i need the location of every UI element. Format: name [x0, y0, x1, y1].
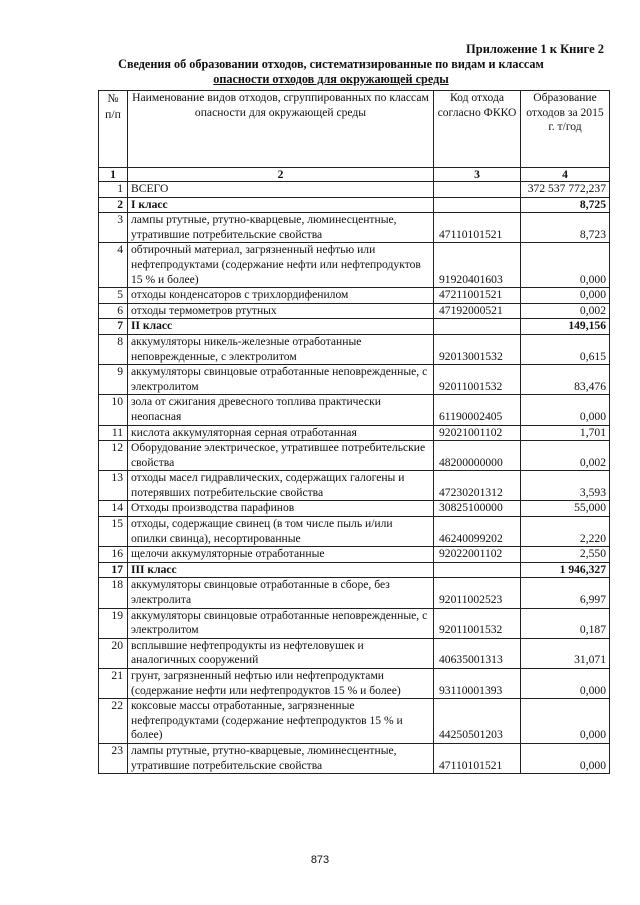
- row-number: 10: [99, 395, 128, 425]
- row-number: 5: [99, 288, 128, 304]
- fkko-code: 47110101521: [434, 213, 521, 243]
- waste-amount: 0,615: [521, 334, 610, 364]
- column-number: 4: [521, 168, 610, 182]
- row-number: 22: [99, 699, 128, 744]
- column-number: 3: [434, 168, 521, 182]
- title-line-2: опасности отходов для окружающей среды: [213, 72, 449, 86]
- row-number: 9: [99, 365, 128, 395]
- table-row: [99, 743, 610, 773]
- row-number: 7: [99, 319, 128, 335]
- fkko-code: 92022001102: [434, 547, 521, 563]
- column-header-code: Код отхода согласно ФККО: [434, 91, 521, 168]
- fkko-code: 40635001313: [434, 638, 521, 668]
- table-row: [99, 197, 610, 213]
- row-number: 23: [99, 743, 128, 773]
- column-number: 1: [99, 168, 128, 182]
- waste-table: [98, 90, 610, 774]
- row-number: 18: [99, 578, 128, 608]
- table-row: [99, 213, 610, 243]
- waste-amount: 2,220: [521, 517, 610, 547]
- appendix-label: Приложение 1 к Книге 2: [466, 42, 604, 56]
- waste-name: лампы ртутные, ртутно-кварцевые, люминесцентные, утратившие потребительские свойства: [128, 743, 434, 773]
- table-row: [99, 578, 610, 608]
- column-number: 2: [128, 168, 434, 182]
- document-title: [96, 57, 566, 87]
- fkko-code: 47192000521: [434, 303, 521, 319]
- row-number: 15: [99, 517, 128, 547]
- waste-name: Оборудование электрическое, утратившее потребительские свойства: [128, 441, 434, 471]
- table-row: [99, 182, 610, 198]
- row-number: 19: [99, 608, 128, 638]
- column-number-row: [99, 168, 610, 182]
- fkko-code: 30825100000: [434, 501, 521, 517]
- row-number: 13: [99, 471, 128, 501]
- waste-amount: 1,701: [521, 425, 610, 441]
- table-row: [99, 638, 610, 668]
- row-number: 14: [99, 501, 128, 517]
- waste-name: аккумуляторы свинцовые отработанные неповрежденные, с электролитом: [128, 365, 434, 395]
- table-row: [99, 471, 610, 501]
- waste-name: аккумуляторы никель-железные отработанные неповрежденные, с электролитом: [128, 334, 434, 364]
- waste-name: ВСЕГО: [128, 182, 434, 198]
- waste-amount: 149,156: [521, 319, 610, 335]
- table-row: [99, 441, 610, 471]
- waste-name: отходы термометров ртутных: [128, 303, 434, 319]
- table-row: [99, 547, 610, 563]
- waste-amount: 0,000: [521, 743, 610, 773]
- fkko-code: 47211001521: [434, 288, 521, 304]
- waste-name: зола от сжигания древесного топлива практически неопасная: [128, 395, 434, 425]
- table-row: [99, 319, 610, 335]
- waste-name: аккумуляторы свинцовые отработанные неповрежденные, с электролитом: [128, 608, 434, 638]
- waste-amount: 372 537 772,237: [521, 182, 610, 198]
- table-row: [99, 562, 610, 578]
- waste-amount: 0,000: [521, 288, 610, 304]
- fkko-code: 92011001532: [434, 365, 521, 395]
- title-line-1: Сведения об образовании отходов, систематизированные по видам и классам: [118, 57, 544, 71]
- waste-amount: 8,725: [521, 197, 610, 213]
- table-row: [99, 243, 610, 288]
- waste-name: I класс: [128, 197, 434, 213]
- table-row: [99, 365, 610, 395]
- row-number: 11: [99, 425, 128, 441]
- waste-amount: 0,002: [521, 303, 610, 319]
- fkko-code: [434, 562, 521, 578]
- waste-name: аккумуляторы свинцовые отработанные в сборе, без электролита: [128, 578, 434, 608]
- fkko-code: 48200000000: [434, 441, 521, 471]
- fkko-code: 92013001532: [434, 334, 521, 364]
- page-number: 873: [310, 854, 330, 866]
- waste-amount: 6,997: [521, 578, 610, 608]
- waste-amount: 83,476: [521, 365, 610, 395]
- fkko-code: [434, 182, 521, 198]
- fkko-code: 61190002405: [434, 395, 521, 425]
- waste-amount: 31,071: [521, 638, 610, 668]
- waste-amount: 0,000: [521, 699, 610, 744]
- waste-name: щелочи аккумуляторные отработанные: [128, 547, 434, 563]
- row-number: 4: [99, 243, 128, 288]
- row-number: 1: [99, 182, 128, 198]
- waste-amount: 8,723: [521, 213, 610, 243]
- waste-name: отходы конденсаторов с трихлордифенилом: [128, 288, 434, 304]
- waste-name: III класс: [128, 562, 434, 578]
- row-number: 2: [99, 197, 128, 213]
- table-row: [99, 425, 610, 441]
- column-header-number: № п/п: [99, 91, 128, 168]
- row-number: 6: [99, 303, 128, 319]
- table-row: [99, 395, 610, 425]
- waste-name: грунт, загрязненный нефтью или нефтепродуктами (содержание нефти или нефтепродуктов 15 % и более): [128, 669, 434, 699]
- row-number: 21: [99, 669, 128, 699]
- row-number: 17: [99, 562, 128, 578]
- table-row: [99, 303, 610, 319]
- table-header-row: [99, 91, 610, 168]
- waste-name: II класс: [128, 319, 434, 335]
- table-row: [99, 517, 610, 547]
- table-row: [99, 501, 610, 517]
- waste-amount: 55,000: [521, 501, 610, 517]
- table-row: [99, 334, 610, 364]
- fkko-code: [434, 197, 521, 213]
- waste-name: всплывшие нефтепродукты из нефтеловушек и аналогичных сооружений: [128, 638, 434, 668]
- fkko-code: 93110001393: [434, 669, 521, 699]
- waste-amount: 3,593: [521, 471, 610, 501]
- waste-amount: 0,002: [521, 441, 610, 471]
- fkko-code: [434, 319, 521, 335]
- table-row: [99, 608, 610, 638]
- fkko-code: 44250501203: [434, 699, 521, 744]
- fkko-code: 46240099202: [434, 517, 521, 547]
- waste-name: обтирочный материал, загрязненный нефтью или нефтепродуктами (содержание нефти или нефтепродуктов 15 % и более): [128, 243, 434, 288]
- row-number: 3: [99, 213, 128, 243]
- fkko-code: 47110101521: [434, 743, 521, 773]
- waste-amount: 1 946,327: [521, 562, 610, 578]
- waste-amount: 0,000: [521, 669, 610, 699]
- row-number: 20: [99, 638, 128, 668]
- waste-amount: 2,550: [521, 547, 610, 563]
- column-header-name: Наименование видов отходов, сгруппированных по классам опасности для окружающей среды: [128, 91, 434, 168]
- waste-name: Отходы производства парафинов: [128, 501, 434, 517]
- row-number: 12: [99, 441, 128, 471]
- row-number: 16: [99, 547, 128, 563]
- column-header-value: Образование отходов за 2015 г. т/год: [521, 91, 610, 168]
- row-number: 8: [99, 334, 128, 364]
- fkko-code: 92021001102: [434, 425, 521, 441]
- fkko-code: 92011002523: [434, 578, 521, 608]
- waste-name: отходы масел гидравлических, содержащих галогены и потерявших потребительские свойства: [128, 471, 434, 501]
- fkko-code: 91920401603: [434, 243, 521, 288]
- fkko-code: 92011001532: [434, 608, 521, 638]
- table-row: [99, 699, 610, 744]
- table-row: [99, 669, 610, 699]
- waste-amount: 0,000: [521, 395, 610, 425]
- waste-name: отходы, содержащие свинец (в том числе пыль и/или опилки свинца), несортированные: [128, 517, 434, 547]
- waste-amount: 0,000: [521, 243, 610, 288]
- fkko-code: 47230201312: [434, 471, 521, 501]
- waste-amount: 0,187: [521, 608, 610, 638]
- waste-name: кислота аккумуляторная серная отработанная: [128, 425, 434, 441]
- waste-name: коксовые массы отработанные, загрязненные нефтепродуктами (содержание нефтепродуктов 15 % и более): [128, 699, 434, 744]
- table-row: [99, 288, 610, 304]
- waste-name: лампы ртутные, ртутно-кварцевые, люминесцентные, утратившие потребительские свойства: [128, 213, 434, 243]
